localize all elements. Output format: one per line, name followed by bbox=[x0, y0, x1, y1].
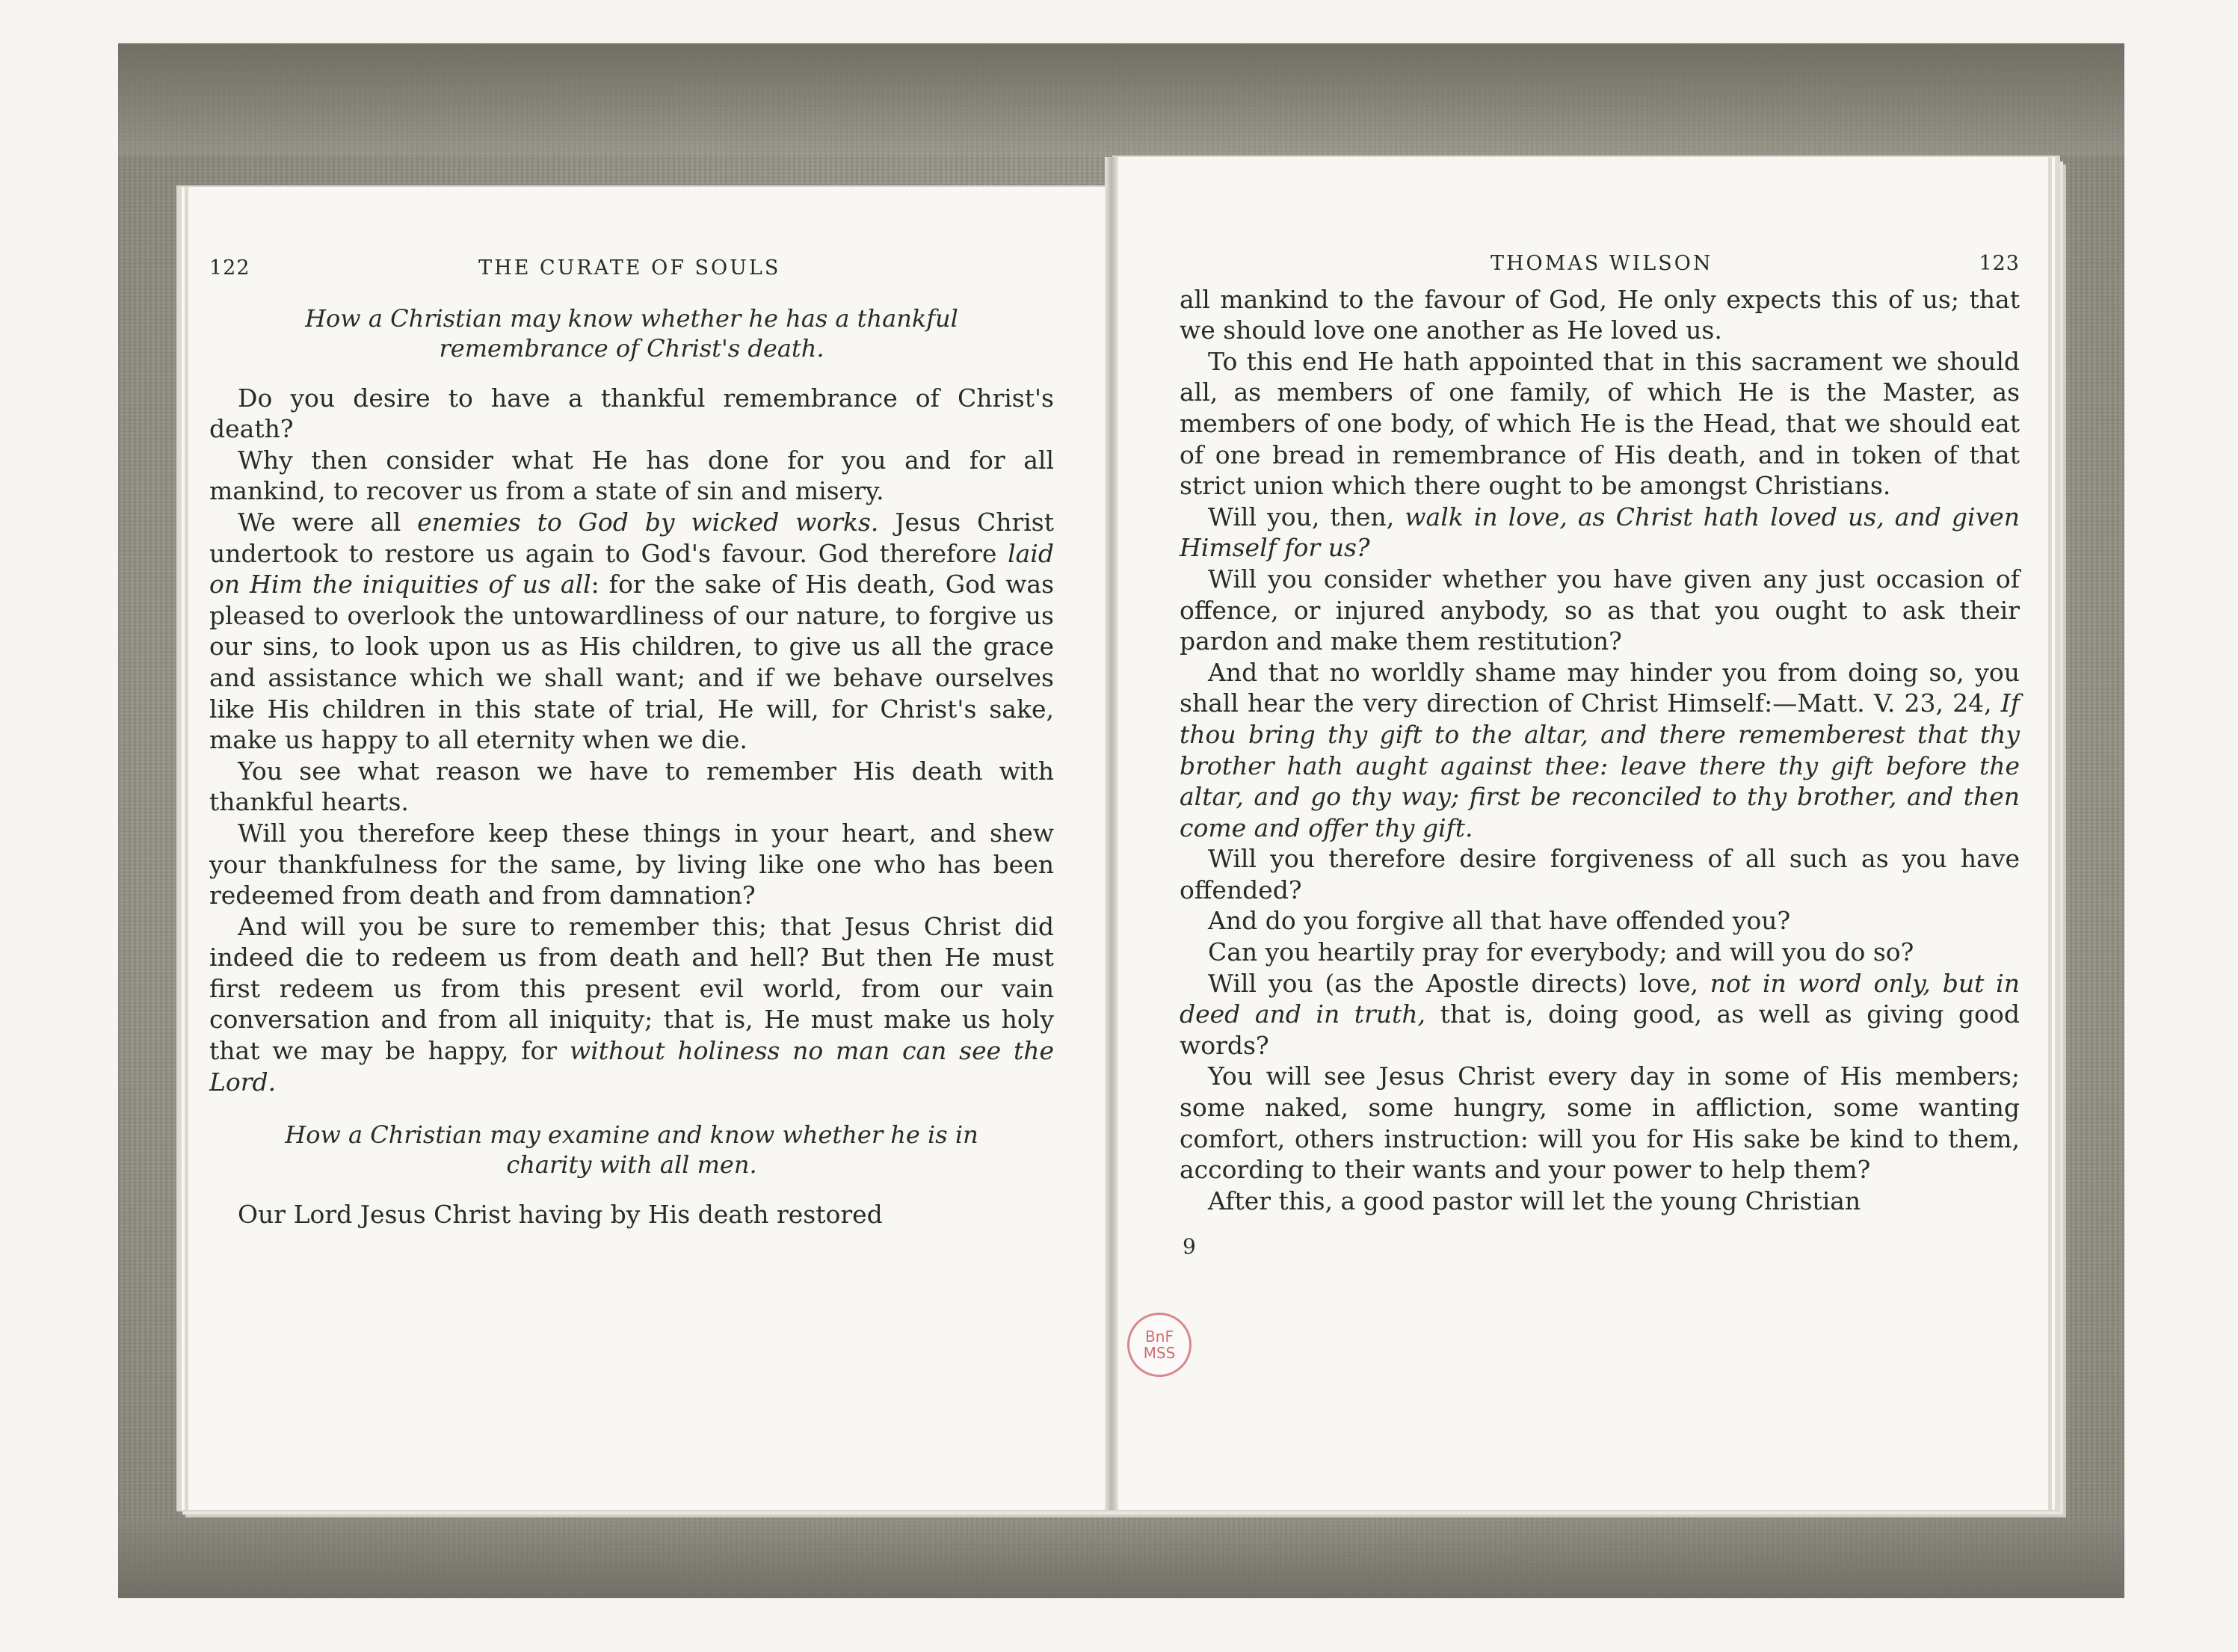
paragraph: Will you (as the Apostle directs) love, not in word only, but in deed and in truth, that is, doing good, as well as giving good words? bbox=[1180, 968, 2020, 1060]
section-heading-thankful: How a Christian may know whether he has a thankful remembrance of Christ's death. bbox=[305, 303, 958, 363]
paragraph: all mankind to the favour of God, He only expects this of us; that we should love one another as He loved us. bbox=[1180, 284, 2020, 345]
paragraph: After this, a good pastor will let the young Christian bbox=[1208, 1186, 1861, 1215]
paragraph: And do you forgive all that have offended you? bbox=[1208, 906, 1791, 936]
paragraph: Why then consider what He has done for you and for all mankind, to recover us from a state of sin and misery. bbox=[209, 445, 1054, 506]
paragraph: Will you therefore desire forgiveness of all such as you have offended? bbox=[1180, 844, 2020, 904]
paragraph: We were all enemies to God by wicked works. Jesus Christ undertook to restore us again to God's favour. God therefore laid on Him the iniquities of us all: for the sake of His death, God was pleased to overlook the untowardliness of our nature, to forgive us our sins, to look upon us as His children, to give us all the grace and assistance which we shall want; and if we behave ourselves like His children in this state of trial, He will, for Christ's sake, make us happy to all eternity when we die. bbox=[209, 507, 1055, 755]
signature-mark: 9 bbox=[1183, 1234, 1196, 1260]
paragraph: Our Lord Jesus Christ having by His death restored bbox=[238, 1200, 883, 1230]
library-stamp bbox=[1127, 1313, 1192, 1377]
right-running-head bbox=[1180, 248, 2020, 280]
right-page-number: 123 bbox=[1979, 252, 2020, 275]
paragraph: Will you, then, walk in love, as Christ hath loved us, and given Himself for us? bbox=[1180, 502, 2020, 563]
stamp-line-2: MSS bbox=[1143, 1344, 1176, 1362]
left-running-head bbox=[209, 253, 1054, 284]
book-gutter bbox=[1105, 157, 1118, 1510]
paragraph: Will you therefore keep these things in your heart, and shew your thankfulness for the same, by living like one who has been redeemed from death and from damnation? bbox=[209, 818, 1054, 910]
paragraph: You see what reason we have to remember His death with thankful hearts. bbox=[209, 756, 1054, 817]
left-page-text bbox=[209, 253, 1054, 1230]
paragraph: And will you be sure to remember this; that Jesus Christ did indeed die to redeem us from death and hell? But then He must first redeem us from this present evil world, from our vain conversation and from all iniquity; that is, He must make us holy that we may be happy, for without holiness no man can see the Lord. bbox=[209, 911, 1054, 1097]
left-running-title: THE CURATE OF SOULS bbox=[478, 256, 781, 280]
paragraph: To this end He hath appointed that in this sacrament we should all, as members of one family, of which He is the Master, as members of one body, of which He is the Head, that we should eat of one bread in remembrance of His death, and in token of that strict union which there ought to be amongst Christians. bbox=[1180, 346, 2020, 501]
right-running-title: THOMAS WILSON bbox=[1490, 252, 1713, 275]
paragraph: You will see Jesus Christ every day in some of His members; some naked, some hungry, some in affliction, some wanting comfort, others instruction: will you for His sake be kind to them, according to their wants and your power to help them? bbox=[1180, 1061, 2020, 1185]
section-heading-charity: How a Christian may examine and know whether he is in charity with all men. bbox=[285, 1121, 978, 1180]
paragraph: Will you consider whether you have given any just occasion of offence, or injured anybody, so as that you ought to ask their pardon and make them restitution? bbox=[1180, 564, 2020, 656]
left-page-number: 122 bbox=[209, 256, 250, 280]
stamp-line-1: BnF bbox=[1145, 1328, 1174, 1346]
paragraph: Can you heartily pray for everybody; and will you do so? bbox=[1208, 937, 1914, 967]
right-page-text bbox=[1180, 248, 2020, 1263]
paragraph: And that no worldly shame may hinder you from doing so, you shall hear the very direction of Christ Himself:—Matt. V. 23, 24, If thou bring thy gift to the altar, and there rememberest that thy brother hath aught against thee: leave there thy gift before the altar, and go thy way; first be reconciled to thy brother, and then come and offer thy gift. bbox=[1180, 657, 2020, 842]
paragraph: Do you desire to have a thankful remembrance of Christ's death? bbox=[209, 383, 1054, 444]
